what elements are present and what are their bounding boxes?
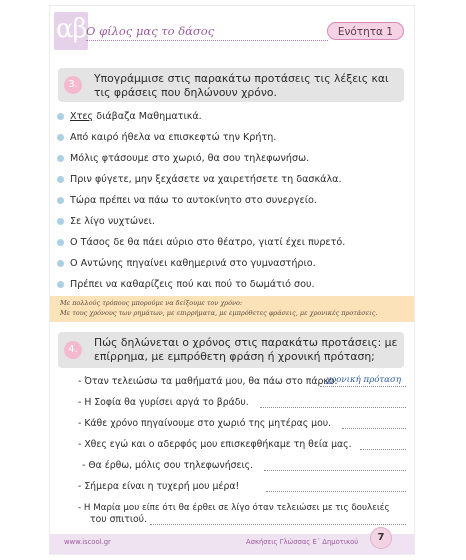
bullet-icon [57, 134, 64, 141]
sentence-item: Χτες διάβαζα Μαθηματικά. [70, 111, 202, 123]
exercise-4-sentence: - Κάθε χρόνο πηγαίνουμε στο χωριό της μητέρας μου. [78, 418, 332, 429]
bullet-icon [57, 281, 64, 288]
underlined-time-word: Χτες [70, 111, 94, 122]
sentence-item: Ο Τάσος δε θα πάει αύριο στο θέατρο, γιατί έχει πυρετό. [70, 237, 345, 249]
bullet-icon [57, 239, 64, 246]
exercise-4-sentence: - Χθες εγώ και ο αδερφός μου επισκεφθήκαμε τη θεία μας. [78, 439, 352, 450]
bullet-icon [57, 197, 64, 204]
exercise-4-sentence: - Η Μαρία μου είπε ότι θα έρθει σε λίγο όταν τελειώσει με τις δουλειές [78, 503, 390, 513]
workbook-page [50, 6, 414, 554]
exercise-4-instruction: Πώς δηλώνεται ο χρόνος στις παρακάτω προτάσεις: με επίρρημα, με εμπρόθετη φράση ή χρονική πρόταση; [94, 336, 398, 363]
footer-website: www.iscool.gr [64, 538, 111, 546]
answer-line[interactable] [260, 407, 406, 408]
title-underline [86, 40, 328, 41]
page-footer [50, 522, 414, 554]
sentence-item: Ο Αντώνης πηγαίνει καθημερινά στο γυμναστήριο. [70, 258, 316, 270]
bullet-icon [57, 176, 64, 183]
answer-line[interactable] [342, 428, 406, 429]
sentence-item: Από καιρό ήθελα να επισκεφτώ την Κρήτη. [70, 132, 276, 144]
answer-line[interactable] [266, 491, 406, 492]
answer-line [320, 386, 406, 387]
tip-line: Με πολλούς τρόπους μπορούμε να δείξουμε τον χρόνο: [60, 299, 243, 307]
exercise-4-sentence: - Όταν τελειώσω τα μαθήματά μου, θα πάω στο πάρκο. [78, 376, 338, 387]
unit-badge: Ενότητα 1 [327, 22, 404, 40]
logo-letters: αβ [56, 14, 87, 44]
handwritten-answer: χρονική πρόταση [326, 375, 401, 385]
tip-line: Με τους χρόνους των ρημάτων, με επιρρήματα, με εμπρόθετες φράσεις, με χρονικές προτάσεις. [60, 309, 378, 317]
answer-line[interactable] [264, 470, 406, 471]
exercise-4-sentence-continued: του σπιτιού. [90, 514, 148, 525]
sentence-item: Σε λίγο νυχτώνει. [70, 216, 155, 228]
bullet-icon [57, 113, 64, 120]
bullet-icon [57, 218, 64, 225]
exercise-3-header [58, 68, 404, 102]
exercise-4-sentence: - Θα έρθω, μόλις σου τηλεφωνήσεις. [82, 460, 254, 471]
footer-book-title: Ασκήσεις Γλώσσας Ε΄ Δημοτικού [246, 538, 359, 546]
exercise-4-number: 4. [64, 341, 82, 359]
sentence-item: Μόλις φτάσουμε στο χωριό, θα σου τηλεφωνήσω. [70, 153, 309, 165]
grammar-tip-band [50, 296, 414, 322]
bullet-icon [57, 155, 64, 162]
chapter-title: Ο φίλος μας το δάσος [86, 24, 215, 38]
sentence-item: Πρέπει να καθαρίζεις πού και πού το δωμάτιό σου. [70, 279, 315, 291]
page-number: 7 [370, 527, 392, 549]
exercise-4-sentence: - Η Σοφία θα γυρίσει αργά το βράδυ. [78, 397, 249, 408]
answer-line[interactable] [360, 449, 406, 450]
exercise-3-number: 3. [64, 76, 82, 94]
sentence-item: Πριν φύγετε, μην ξεχάσετε να χαιρετήσετε τη δασκάλα. [70, 174, 342, 186]
exercise-4-header [58, 332, 404, 368]
exercise-3-instruction: Υπογράμμισε στις παρακάτω προτάσεις τις λέξεις και τις φράσεις που δηλώνουν χρόνο. [94, 72, 389, 99]
bullet-icon [57, 260, 64, 267]
sentence-item: Τώρα πρέπει να πάω το αυτοκίνητο στο συνεργείο. [70, 195, 317, 207]
exercise-4-sentence: - Σήμερα είναι η τυχερή μου μέρα! [78, 481, 240, 492]
page-header [50, 14, 414, 44]
